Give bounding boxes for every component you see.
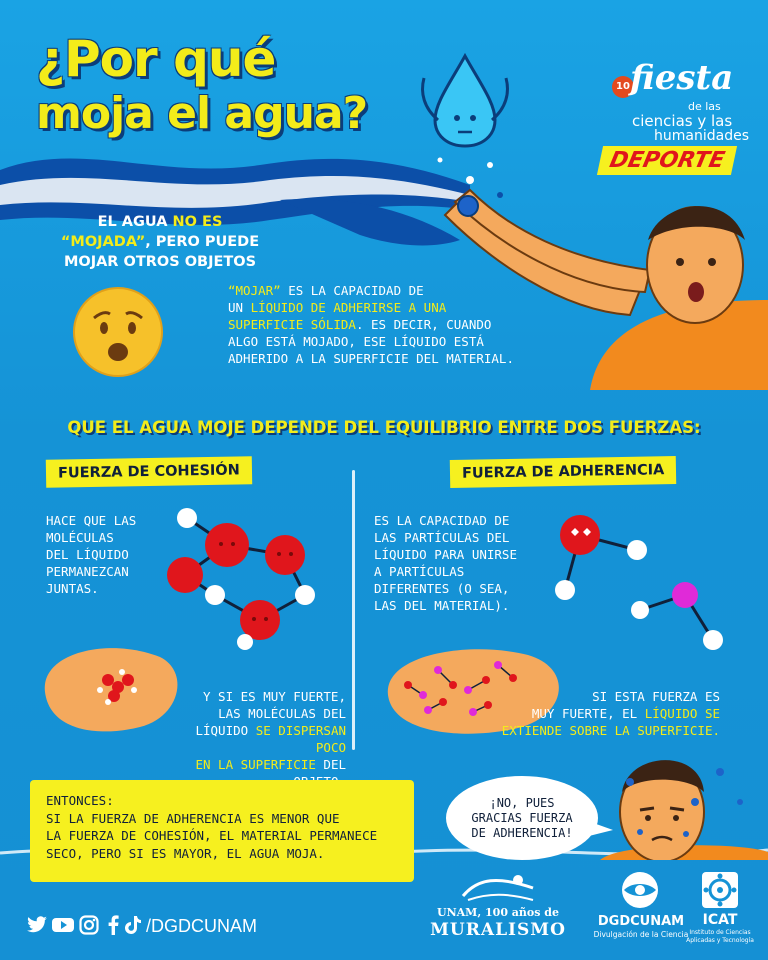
cohesion-molecules-illustration: [155, 500, 340, 650]
instagram-icon[interactable]: [78, 914, 100, 936]
conclusion-box: ENTONCES: SI LA FUERZA DE ADHERENCIA ES MENOR QUE LA FUERZA DE COHESIÓN, EL MATERIAL PERMANECE SECO, PERO SI ES MAYOR, EL AGUA MOJA.: [30, 780, 414, 882]
event-logo-number: 10: [612, 76, 634, 98]
intro-text: EL AGUA NO ES “MOJADA”, PERO PUEDE MOJAR OTROS OBJETOS: [60, 214, 260, 270]
dgdc-sub: Divulgación de la Ciencia: [593, 930, 689, 939]
adhesion-description: ES LA CAPACIDAD DE LAS PARTÍCULAS DEL LÍQUIDO PARA UNIRSE A PARTÍCULAS DIFERENTES (O SEA, LAS DEL MATERIAL).: [374, 513, 517, 613]
man-splashed-illustration: [440, 180, 768, 390]
event-logo-line1: de las: [688, 100, 721, 113]
title-line-1: ¿Por qué: [36, 30, 276, 88]
dgdc-emblem-icon: [618, 870, 662, 910]
event-logo-line2: ciencias y las: [632, 112, 733, 130]
facebook-icon[interactable]: [102, 914, 124, 936]
youtube-icon[interactable]: [52, 914, 74, 936]
man-in-water-illustration: [600, 742, 768, 860]
event-logo-word: fiesta: [630, 58, 734, 98]
worried-face-icon: [70, 284, 166, 380]
column-divider: [352, 470, 355, 750]
title-line-2: moja el agua?: [36, 88, 368, 139]
icat-name: ICAT: [702, 912, 738, 928]
water-drop-character: [410, 48, 520, 148]
tiktok-icon[interactable]: [122, 914, 144, 936]
event-logo-line3: humanidades: [654, 128, 749, 144]
icat-sub1: Instituto de Ciencias: [689, 929, 751, 936]
muralismo-logo: [428, 868, 568, 950]
footer-handle[interactable]: /DGDCUNAM: [146, 916, 257, 936]
adhesion-label: FUERZA DE ADHERENCIA: [450, 456, 677, 488]
speech-bubble: ¡NO, PUES GRACIAS FUERZA DE ADHERENCIA!: [446, 776, 598, 860]
cohesion-label: FUERZA DE COHESIÓN: [46, 456, 252, 488]
definition-text: “MOJAR” ES LA CAPACIDAD DE UN LÍQUIDO DE ADHERIRSE A UNA SUPERFICIE SÓLIDA. ES DECIR, CUANDO ALGO ESTÁ MOJADO, ESE LÍQUIDO ESTÁ ADHERIDO A LA SUPERFICIE DEL MATERIAL.: [228, 283, 514, 366]
swimmer-logo-icon: [458, 868, 538, 904]
muralismo-line2: MURALISMO: [430, 920, 566, 940]
adhesion-molecules-illustration: [545, 510, 745, 660]
adhesion-strong-text: SI ESTA FUERZA ES MUY FUERTE, EL LÍQUIDO SE: [531, 689, 720, 721]
cohesion-strong-text: Y SI ES MUY FUERTE, LAS MOLÉCULAS DEL LÍQUIDO SE DISPERSAN POCO EN LA SUPERFICIE DEL: [195, 689, 346, 772]
twitter-icon[interactable]: [26, 914, 48, 936]
icat-emblem-icon: [700, 870, 740, 910]
adhesion-strong-text-last: EXTIENDE SOBRE LA SUPERFICIE.: [501, 723, 720, 738]
cohesion-description: HACE QUE LAS MOLÉCULAS DEL LÍQUIDO PERMANEZCAN JUNTAS.: [46, 513, 137, 596]
muralismo-line1: UNAM, 100 años de: [437, 906, 559, 919]
dgdc-name: DGDCUNAM: [597, 914, 685, 929]
icat-sub2: Aplicadas y Tecnología: [686, 937, 754, 944]
section-title: QUE EL AGUA MOJE DEPENDE DEL EQUILIBRIO ENTRE DOS FUERZAS:: [67, 418, 701, 437]
icat-logo: [684, 870, 756, 950]
event-logo: [590, 40, 750, 190]
dgdc-logo: [586, 870, 696, 950]
event-logo-banner: DEPORTE: [597, 146, 737, 175]
conclusion-heading: ENTONCES:: [46, 793, 114, 808]
